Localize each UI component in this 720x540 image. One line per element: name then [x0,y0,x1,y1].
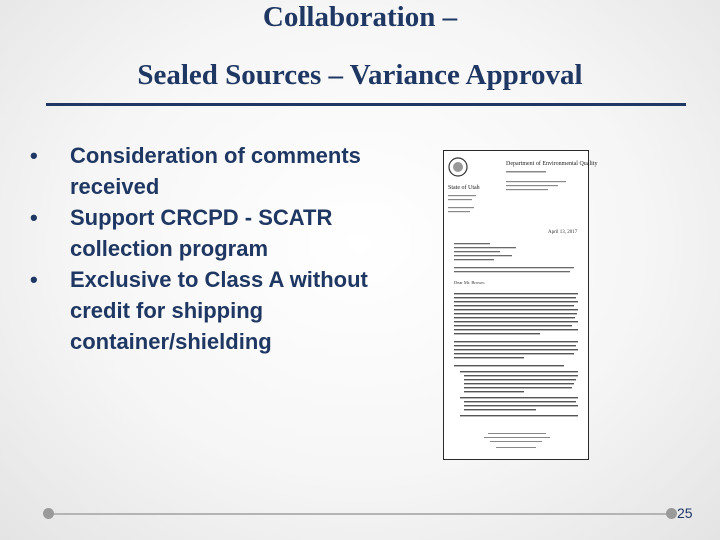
bullet-text: Exclusive to Class A without credit for shipping container/shielding [70,267,368,354]
body-paragraph-3 [454,365,578,416]
slide-title-line2: Sealed Sources – Variance Approval [137,59,583,91]
bullet-item [30,264,410,357]
letterhead-heading: Department of Environmental Quality [506,161,598,167]
footer-right-dot-icon [666,508,677,519]
bullet-text: Consideration of comments received [70,143,361,199]
bullet-item [30,140,410,202]
bullet-dot-icon: • [30,205,38,230]
footer-left-dot-icon [43,508,54,519]
bullet-dot-icon: • [30,267,38,292]
seal-center [453,162,463,172]
document-page-graphic [444,151,598,459]
letterhead-lines [448,171,566,212]
body-paragraph-2 [454,341,578,358]
bullet-text: Support CRCPD - SCATR collection program [70,205,333,261]
slide-title-line1: Collaboration – [262,1,458,33]
footer-divider [48,513,672,515]
letter-salutation: Dear Mr. Brown: [454,280,485,285]
body-paragraph-1 [454,293,578,334]
document-image [443,150,598,460]
letter-footer-lines [484,433,550,448]
bullet-item [30,202,410,264]
bullet-dot-icon: • [30,143,38,168]
page-number: 25 [677,505,693,521]
address-block [454,243,574,272]
title-underline [46,103,686,106]
bullet-list [30,140,410,357]
letter-date: April 13, 2017 [548,230,578,235]
state-name: State of Utah [448,185,480,191]
